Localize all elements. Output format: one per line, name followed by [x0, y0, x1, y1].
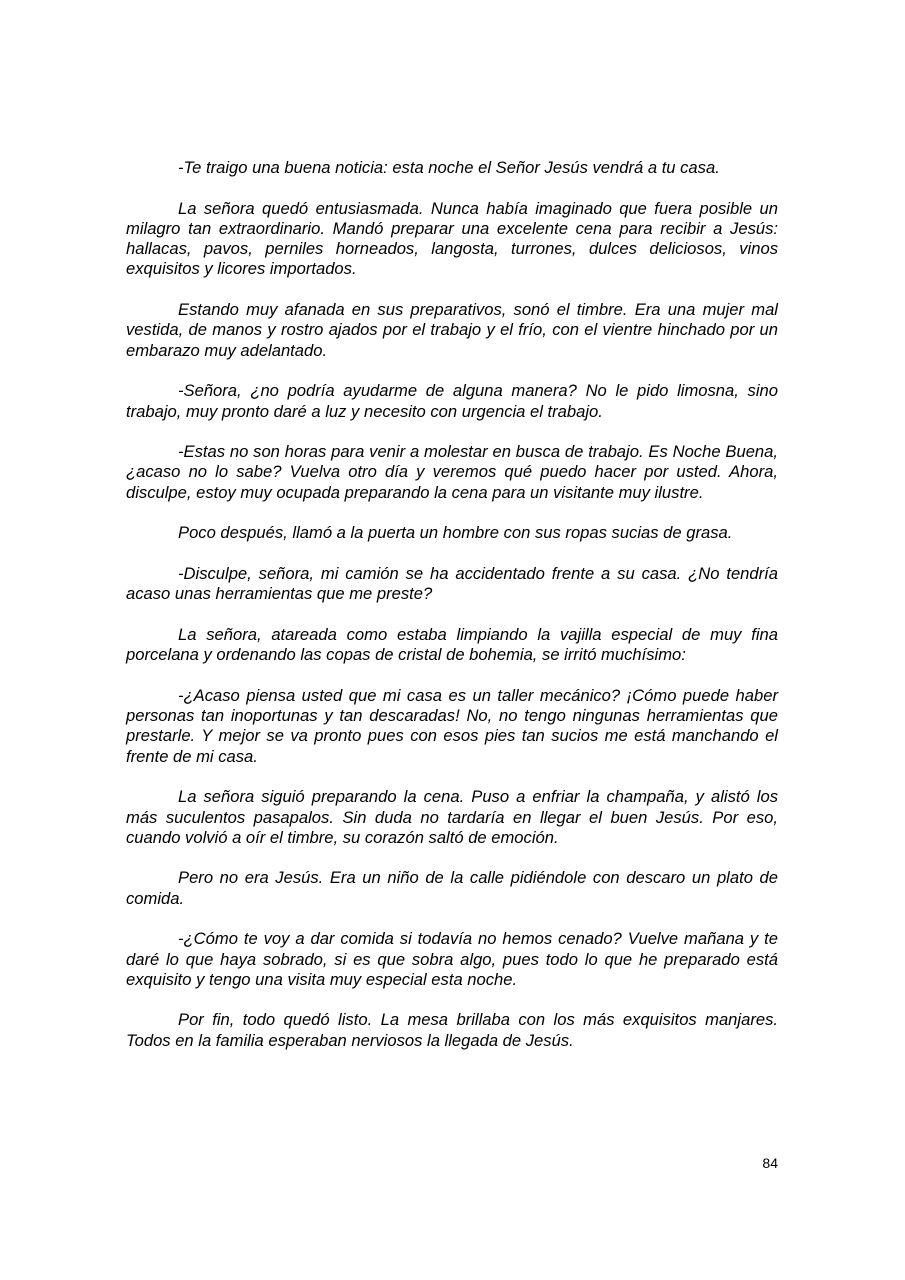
paragraph-3: Estando muy afanada en sus preparativos, sonó el timbre. Era una mujer mal vestida, de manos y rostro ajados por el trabajo y el frío, con el vientre hinchado por un embarazo muy adelantado. [126, 300, 778, 360]
paragraph-5: -Estas no son horas para venir a molestar en busca de trabajo. Es Noche Buena, ¿acaso no lo sabe? Vuelva otro día y veremos qué puedo hacer por usted. Ahora, disculpe, estoy muy ocupada preparando la cena para un visitante muy ilustre. [126, 442, 778, 502]
paragraph-13: Por fin, todo quedó listo. La mesa brillaba con los más exquisitos manjares. Todos en la familia esperaban nerviosos la llegada de Jesús. [126, 1010, 778, 1050]
paragraph-6: Poco después, llamó a la puerta un hombre con sus ropas sucias de grasa. [178, 523, 733, 543]
paragraph-8: La señora, atareada como estaba limpiando la vajilla especial de muy fina porcelana y ordenando las copas de cristal de bohemia, se irritó muchísimo: [126, 624, 778, 665]
paragraph-10: La señora siguió preparando la cena. Puso a enfriar la champaña, y alistó los más suculentos pasapalos. Sin duda no tardaría en llegar el buen Jesús. Por eso, cuando volvió a oír el timbre, su corazón saltó de emoción. [126, 787, 778, 847]
body-text [126, 158, 778, 1051]
paragraph-2: La señora quedó entusiasmada. Nunca había imaginado que fuera posible un milagro tan extraordinario. Mandó preparar una excelente cena para recibir a Jesús: hallacas, pavos, perniles horneados, langosta, turrones, dulces deliciosos, vinos exquisitos y licores importados. [126, 198, 778, 279]
page-number: 84 [762, 1155, 778, 1171]
paragraph-4: -Señora, ¿no podría ayudarme de alguna manera? No le pido limosna, sino trabajo, muy pronto daré a luz y necesito con urgencia el trabajo. [126, 381, 778, 421]
paragraph-11: Pero no era Jesús. Era un niño de la calle pidiéndole con descaro un plato de comida. [126, 868, 778, 908]
paragraph-12: -¿Cómo te voy a dar comida si todavía no hemos cenado? Vuelve mañana y te daré lo que haya sobrado, si es que sobra algo, pues todo lo que he preparado está exquisito y tengo una visita muy especial esta noche. [126, 929, 778, 989]
paragraph-9: -¿Acaso piensa usted que mi casa es un taller mecánico? ¡Cómo puede haber personas tan inoportunas y tan descaradas! No, no tengo ningunas herramientas que prestarle. Y mejor se va pronto pues con esos pies tan sucios me está manchando el frente de mi casa. [126, 685, 778, 766]
paragraph-7: -Disculpe, señora, mi camión se ha accidentado frente a su casa. ¿No tendría acaso unas herramientas que me preste? [126, 563, 778, 604]
paragraph-1: -Te traigo una buena noticia: esta noche el Señor Jesús vendrá a tu casa. [178, 158, 720, 177]
